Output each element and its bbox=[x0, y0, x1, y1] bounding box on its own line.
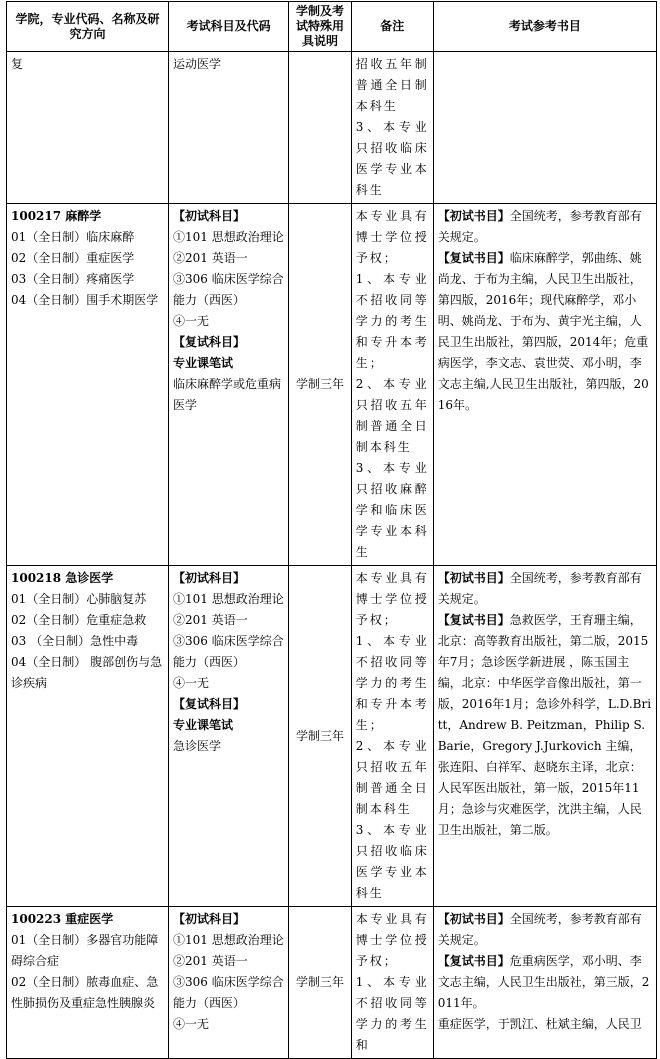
subject-item: ①101 思想政治理论 bbox=[172, 230, 284, 244]
subjects-cell bbox=[168, 204, 288, 566]
program-code: 100218 急诊医学 bbox=[11, 571, 114, 585]
notes-cell bbox=[351, 907, 433, 1059]
subject-item: ②201 英语一 bbox=[172, 954, 248, 968]
retest-written-label: 专业课笔试 bbox=[172, 718, 233, 732]
subject-item: ④一无 bbox=[172, 1017, 209, 1031]
direction-item: 01（全日制）心肺脑复苏 bbox=[11, 592, 147, 606]
subject-item: ①101 思想政治理论 bbox=[172, 933, 284, 947]
header-duration: 学制及考试特殊用具说明 bbox=[289, 2, 351, 52]
books-initial-label: 【初试书目】 bbox=[437, 912, 510, 926]
subject-item: ②201 英语一 bbox=[172, 251, 248, 265]
books-retest: 急救医学，王育珊主编，北京：高等教育出版社，第二版，2015年7月；急诊医学新进展 ，陈玉国主编，北京：中华医学音像出版社，第一版，2016年1月；急诊外科学，L.D.Britt，Andrew B. Peitzman，Philip S. Barie，Gregory J.Jurkovich 主编，张连阳、白祥军、赵晓东主译，北京：人民军医出版社，第一版，2015年11月；急诊与灾难医学，沈洪主编，人民卫生出版社，第二版。 bbox=[437, 613, 652, 837]
duration-cell: 学制三年 bbox=[289, 566, 351, 907]
subject-item: ②201 英语一 bbox=[172, 613, 248, 627]
direction-item: 04（全日制） 腹部创伤与急诊疾病 bbox=[11, 655, 163, 690]
books-cell bbox=[433, 52, 656, 204]
subjects-cell bbox=[168, 566, 288, 907]
notes-cell bbox=[351, 52, 433, 204]
subjects-cell: 运动医学 bbox=[168, 52, 288, 204]
direction-item: 01（全日制）临床麻醉 bbox=[11, 230, 135, 244]
header-subjects: 考试科目及代码 bbox=[168, 2, 288, 52]
books-initial: 全国统考，参考教育部有关规定。 bbox=[437, 571, 642, 606]
header-program: 学院，专业代码、名称及研究方向 bbox=[7, 2, 169, 52]
notes-text: 本专业具有博士学位授予权； 1、本专业不招收同等学力的考生和 bbox=[355, 912, 429, 1052]
subject-item: ④一无 bbox=[172, 676, 209, 690]
books-extra: 重症医学，于凯江、杜斌主编，人民卫 bbox=[437, 1017, 642, 1031]
books-retest: 临床麻醉学，郭曲练、姚尚龙、于布为主编，人民卫生出版社，第四版，2016年；现代麻醉学，邓小明、姚尚龙、于布为、黄宇光主编，人民卫生出版社，第四版，2014年；危重病医学，李文志、袁世荧、邓小明，李文志主编,人民卫生出版社，第四版，2016年。 bbox=[437, 251, 649, 412]
direction-item: 02（全日制）重症医学 bbox=[11, 251, 135, 265]
notes-cell bbox=[351, 566, 433, 907]
subject-item: ③306 临床医学综合能力（西医） bbox=[172, 975, 284, 1010]
program-cell bbox=[7, 204, 169, 566]
direction-item: 02（全日制）危重症急救 bbox=[11, 613, 147, 627]
books-cell bbox=[433, 566, 656, 907]
books-initial-label: 【初试书目】 bbox=[437, 571, 510, 585]
subject-item: ①101 思想政治理论 bbox=[172, 592, 284, 606]
notes-cell bbox=[351, 204, 433, 566]
program-cell bbox=[7, 566, 169, 907]
books-cell bbox=[433, 907, 656, 1059]
notes-text: 本专业具有博士学位授予权； 1、本专业不招收同等学力的考生和专升本考生； 2、本专业只招收五年制普通全日制本科生 3、本专业只招收临床医学专业本科生 bbox=[355, 571, 429, 900]
retest-subject: 临床麻醉学或危重病医学 bbox=[172, 377, 281, 412]
program-code: 100223 重症医学 bbox=[11, 912, 114, 926]
program-cell: 复 bbox=[7, 52, 169, 204]
initial-subjects-label: 【初试科目】 bbox=[172, 209, 245, 223]
subjects-cell bbox=[168, 907, 288, 1059]
direction-item: 01（全日制）多器官功能障碍综合症 bbox=[11, 933, 159, 968]
books-retest: 危重病医学，邓小明、李文志主编，人民卫生出版社，第三版，2011年。 bbox=[437, 954, 650, 1010]
books-initial-label: 【初试书目】 bbox=[437, 209, 510, 223]
duration-cell bbox=[289, 52, 351, 204]
duration-cell: 学制三年 bbox=[289, 204, 351, 566]
direction-item: 03 （全日制）急性中毒 bbox=[11, 634, 139, 648]
retest-written-label: 专业课笔试 bbox=[172, 356, 233, 370]
books-retest-label: 【复试书目】 bbox=[437, 954, 510, 968]
header-notes: 备注 bbox=[351, 2, 433, 52]
table-row bbox=[7, 204, 657, 566]
table-row bbox=[7, 566, 657, 907]
direction-item: 04（全日制）围手术期医学 bbox=[11, 293, 159, 307]
subject-item: ③306 临床医学综合能力（西医） bbox=[172, 634, 284, 669]
program-code: 100217 麻醉学 bbox=[11, 209, 102, 223]
subject-item: ③306 临床医学综合能力（西医） bbox=[172, 272, 284, 307]
table-row bbox=[7, 52, 657, 204]
direction-item: 03（全日制）疼痛医学 bbox=[11, 272, 135, 286]
retest-subjects-label: 【复试科目】 bbox=[172, 335, 245, 349]
header-books: 考试参考书目 bbox=[433, 2, 656, 52]
retest-subject: 急诊医学 bbox=[172, 739, 221, 753]
books-cell bbox=[433, 204, 656, 566]
admissions-table bbox=[6, 1, 657, 1059]
initial-subjects-label: 【初试科目】 bbox=[172, 571, 245, 585]
duration-cell: 学制三年 bbox=[289, 907, 351, 1059]
direction-item: 02（全日制）脓毒血症、急性肺损伤及重症急性胰腺炎 bbox=[11, 975, 159, 1010]
books-initial: 全国统考，参考教育部有关规定。 bbox=[437, 209, 642, 244]
subject-item: ④一无 bbox=[172, 314, 209, 328]
books-initial: 全国统考，参考教育部有关规定。 bbox=[437, 912, 642, 947]
initial-subjects-label: 【初试科目】 bbox=[172, 912, 245, 926]
table-row bbox=[7, 907, 657, 1059]
notes-text: 本专业具有博士学位授予权； 1、本专业不招收同等学力的考生和专升本考生； 2、本专业只招收五年制普通全日制本科生 3、本专业只招收麻醉学和临床医学专业本科生 bbox=[355, 209, 429, 559]
books-retest-label: 【复试书目】 bbox=[437, 251, 510, 265]
books-retest-label: 【复试书目】 bbox=[437, 613, 510, 627]
table-header-row bbox=[7, 2, 657, 52]
retest-subjects-label: 【复试科目】 bbox=[172, 697, 245, 711]
notes-text: 招收五年制普通全日制本科生 3、本专业只招收临床医学专业本科生 bbox=[355, 57, 429, 197]
program-cell bbox=[7, 907, 169, 1059]
